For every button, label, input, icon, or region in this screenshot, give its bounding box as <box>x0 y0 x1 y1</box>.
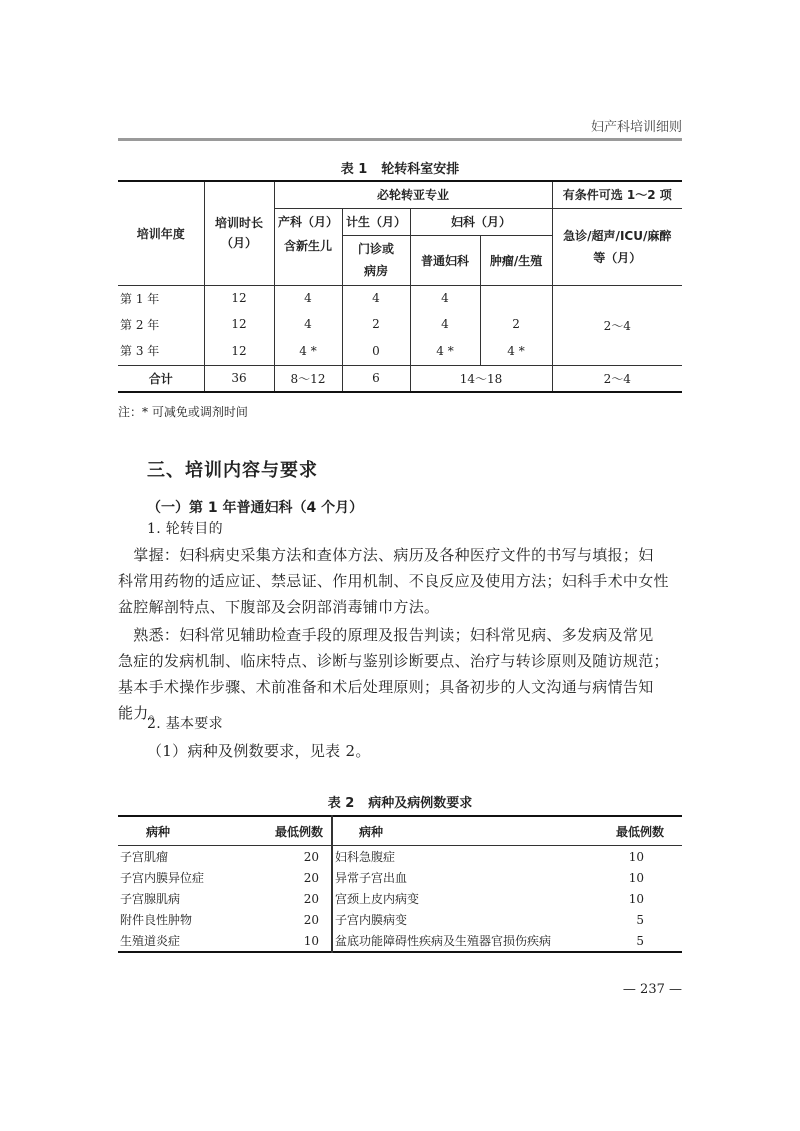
year-cell: 第 2 年 <box>118 311 204 337</box>
disease-name: 宫颈上皮内病变 <box>335 892 420 906</box>
table2-row <box>118 846 682 868</box>
body-line: 熟悉：妇科常见辅助检查手段的原理及报告判读；妇科常见病、多发病及常见 <box>118 626 654 644</box>
disease-name: 子宫腺肌病 <box>120 892 181 906</box>
running-title: 妇产科培训细则 <box>590 120 682 135</box>
disease-name: 子宫内膜异位症 <box>120 871 205 885</box>
header-gynecology: 妇科（月） <box>410 208 552 235</box>
table2-header-row <box>118 816 682 846</box>
header-disease-right: 病种 <box>332 816 592 846</box>
disease-name: 盆底功能障碍性疾病及生殖器官损伤疾病 <box>332 930 592 952</box>
total-family-planning: 6 <box>342 365 410 392</box>
sub-heading: （一）第 1 年普通妇科（4 个月） <box>147 500 364 516</box>
optional-cell: 2～4 <box>552 285 682 365</box>
rotation-table <box>118 180 682 393</box>
year-cell: 第 3 年 <box>118 337 204 365</box>
table1-caption-number: 表 1 <box>340 162 368 177</box>
obstetrics-cell: 4 * <box>274 337 342 365</box>
min-cases: 10 <box>628 870 644 885</box>
tumor-cell: 2 <box>480 311 552 337</box>
table1-row-year1 <box>118 285 682 311</box>
duration-cell: 12 <box>204 285 274 311</box>
header-newborn: 含新生儿 <box>274 235 342 285</box>
min-cases: 20 <box>268 867 332 888</box>
table2-row <box>118 930 682 952</box>
min-cases: 20 <box>268 846 332 868</box>
disease-cases-table <box>118 815 682 953</box>
table1-note: 注：* 可减免或调剂时间 <box>118 405 248 419</box>
header-optional-rotations: 有条件可选 1～2 项 <box>552 181 682 208</box>
family-planning-cell: 2 <box>342 311 410 337</box>
body-line: 掌握：妇科病史采集方法和查体方法、病历及各种医疗文件的书写与填报；妇 <box>118 546 654 564</box>
header-tumor-reproduction: 肿瘤/生殖 <box>480 235 552 285</box>
year-cell: 第 1 年 <box>118 285 204 311</box>
header-clinic-or-ward: 门诊或病房 <box>342 235 410 285</box>
header-year: 培训年度 <box>118 181 204 285</box>
obstetrics-cell: 4 <box>274 311 342 337</box>
disease-name: 生殖道炎症 <box>118 930 268 952</box>
table2-row <box>118 909 682 930</box>
body-line: （1）病种及例数要求，见表 2。 <box>147 742 371 760</box>
min-cases: 20 <box>268 909 332 930</box>
header-obstetrics: 产科（月） <box>274 208 342 235</box>
header-min-cases-right: 最低例数 <box>592 816 682 846</box>
page-number: — 237 — <box>622 982 682 997</box>
header-rule <box>118 138 682 141</box>
min-cases: 20 <box>268 888 332 909</box>
general-gyn-cell: 4 <box>410 285 480 311</box>
body-line: 科常用药物的适应证、禁忌证、作用机制、不良反应及使用方法；妇科手术中女性 <box>118 572 669 590</box>
min-cases: 10 <box>628 849 644 864</box>
table2-caption-number: 表 2 <box>327 796 355 811</box>
duration-cell: 12 <box>204 337 274 365</box>
total-duration: 36 <box>204 365 274 392</box>
body-line: 1. 轮转目的 <box>147 521 223 537</box>
body-line: 2. 基本要求 <box>147 716 223 732</box>
header-emergency-ultrasound: 急诊/超声/ICU/麻醉等（月） <box>552 208 682 285</box>
disease-name: 妇科急腹症 <box>335 850 396 864</box>
obstetrics-cell: 4 <box>274 285 342 311</box>
total-gynecology: 14～18 <box>410 365 552 392</box>
body-line: 盆腔解剖特点、下腹部及会阴部消毒铺巾方法。 <box>118 598 440 616</box>
general-gyn-cell: 4 <box>410 311 480 337</box>
body-line: 基本手术操作步骤、术前准备和术后处理原则；具备初步的人文沟通与病情告知 <box>118 678 654 696</box>
body-line: 急症的发病机制、临床特点、诊断与鉴别诊断要点、治疗与转诊原则及随访规范； <box>118 652 669 670</box>
table1-header-row-1 <box>118 181 682 208</box>
table2-caption-title: 病种及病例数要求 <box>368 796 473 811</box>
header-required-rotations: 必轮转亚专业 <box>274 181 552 208</box>
min-cases: 10 <box>268 930 332 952</box>
table2-row <box>118 888 682 909</box>
header-family-planning: 计生（月） <box>342 208 410 235</box>
min-cases: 10 <box>628 891 644 906</box>
body-line: 能力。 <box>118 704 164 722</box>
header-disease-left: 病种 <box>118 816 268 846</box>
total-obstetrics: 8～12 <box>274 365 342 392</box>
header-general-gynecology: 普通妇科 <box>410 235 480 285</box>
tumor-cell <box>480 285 552 311</box>
total-optional: 2～4 <box>552 365 682 392</box>
table1-caption <box>0 158 800 177</box>
duration-cell: 12 <box>204 311 274 337</box>
total-label: 合计 <box>118 365 204 392</box>
section-heading: 三、培训内容与要求 <box>147 460 318 481</box>
header-min-cases-left: 最低例数 <box>268 816 332 846</box>
table2-row <box>118 867 682 888</box>
family-planning-cell: 0 <box>342 337 410 365</box>
disease-name: 子宫内膜病变 <box>335 913 408 927</box>
table2-caption <box>0 792 800 811</box>
tumor-cell: 4 * <box>480 337 552 365</box>
min-cases: 5 <box>636 912 644 927</box>
disease-name: 异常子宫出血 <box>335 871 408 885</box>
family-planning-cell: 4 <box>342 285 410 311</box>
header-duration: 培训时长（月） <box>204 181 274 285</box>
min-cases: 5 <box>592 930 682 952</box>
table1-caption-title: 轮转科室安排 <box>381 162 460 177</box>
disease-name: 附件良性肿物 <box>120 913 193 927</box>
disease-name: 子宫肌瘤 <box>120 850 169 864</box>
table1-total-row <box>118 365 682 392</box>
general-gyn-cell: 4 * <box>410 337 480 365</box>
